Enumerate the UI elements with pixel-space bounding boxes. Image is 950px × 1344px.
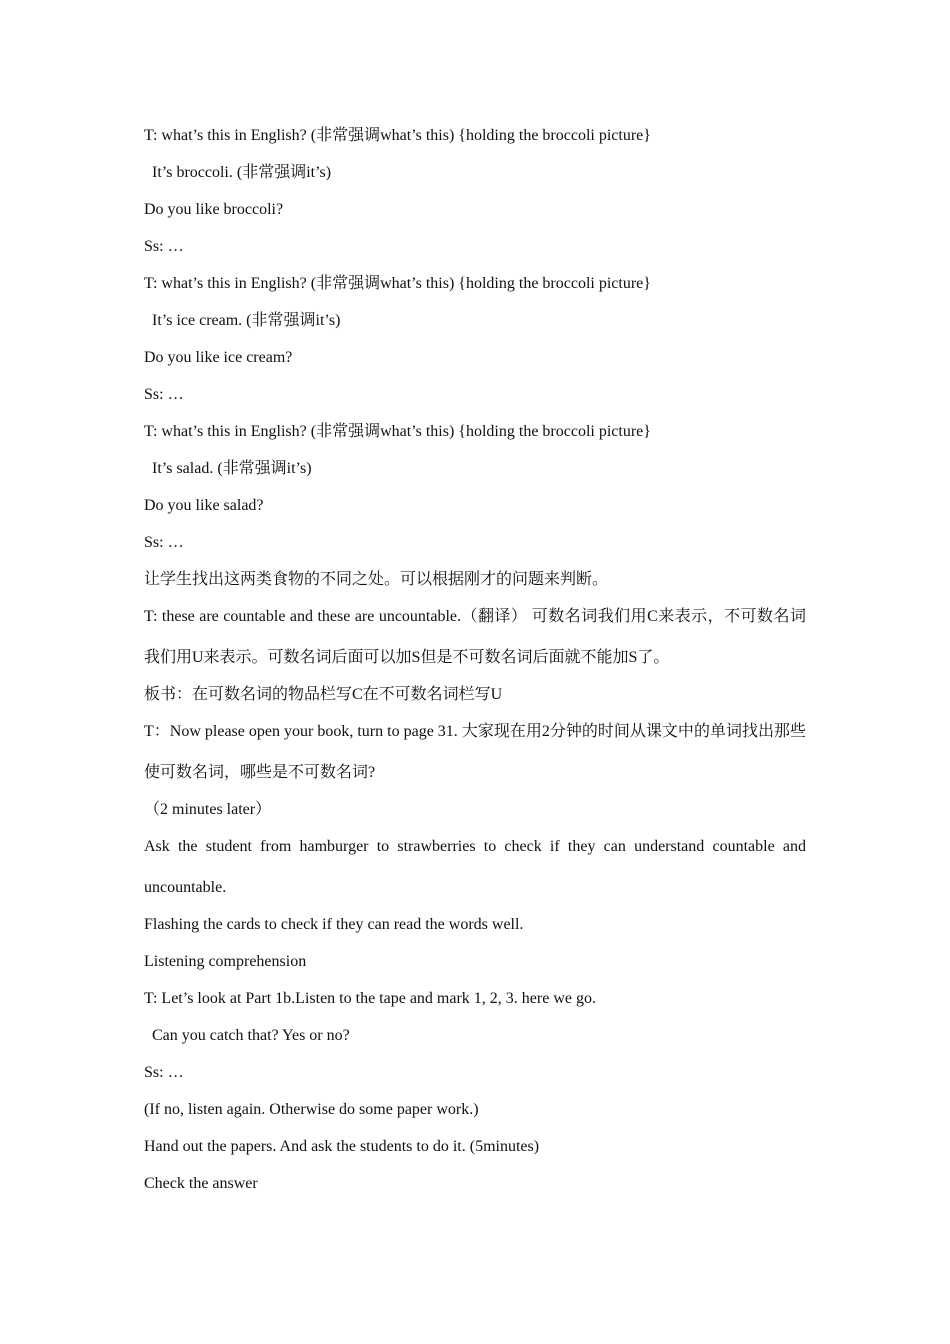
text-line: Ss: …: [144, 238, 184, 255]
text-line: It’s salad. (非常强调it’s): [152, 460, 312, 477]
text-paragraph: Ask the student from hamburger to strawberries to check if they can understand countable and uncountable.: [144, 838, 806, 896]
text-line: Ss: …: [144, 1064, 184, 1081]
text-line: 板书：在可数名词的物品栏写C在不可数名词栏写U: [144, 686, 503, 703]
text-line: T: what’s this in English? (非常强调what’s this) {holding the broccoli picture}: [144, 423, 651, 440]
text-line: It’s broccoli. (非常强调it’s): [152, 164, 332, 181]
text-paragraph: T: these are countable and these are uncountable.（翻译） 可数名词我们用C来表示，不可数名词我们用U来表示。可数名词后面可以加S但是不可数名词后面就不能加S了。: [144, 608, 806, 666]
text-line: T: what’s this in English? (非常强调what’s this) {holding the broccoli picture}: [144, 127, 651, 144]
text-line: Do you like ice cream?: [144, 349, 293, 366]
text-paragraph: T：Now please open your book, turn to page 31. 大家现在用2分钟的时间从课文中的单词找出那些使可数名词，哪些是不可数名词?: [144, 723, 806, 781]
text-line: 让学生找出这两类食物的不同之处。可以根据刚才的问题来判断。: [144, 571, 609, 588]
text-line: Ss: …: [144, 386, 184, 403]
text-line: Check the answer: [144, 1175, 258, 1192]
text-line: Hand out the papers. And ask the students to do it. (5minutes): [144, 1138, 540, 1155]
document-body: [144, 122, 806, 1207]
text-line: Can you catch that? Yes or no?: [152, 1027, 350, 1044]
text-line: Do you like broccoli?: [144, 201, 284, 218]
text-line: Do you like salad?: [144, 497, 264, 514]
text-line: T: Let’s look at Part 1b.Listen to the tape and mark 1, 2, 3. here we go.: [144, 990, 596, 1007]
text-line: （2 minutes later）: [144, 801, 272, 818]
text-line: (If no, listen again. Otherwise do some paper work.): [144, 1101, 479, 1118]
text-line: Flashing the cards to check if they can read the words well.: [144, 916, 524, 933]
text-line: It’s ice cream. (非常强调it’s): [152, 312, 341, 329]
text-line: Ss: …: [144, 534, 184, 551]
text-line: Listening comprehension: [144, 953, 307, 970]
text-line: T: what’s this in English? (非常强调what’s this) {holding the broccoli picture}: [144, 275, 651, 292]
